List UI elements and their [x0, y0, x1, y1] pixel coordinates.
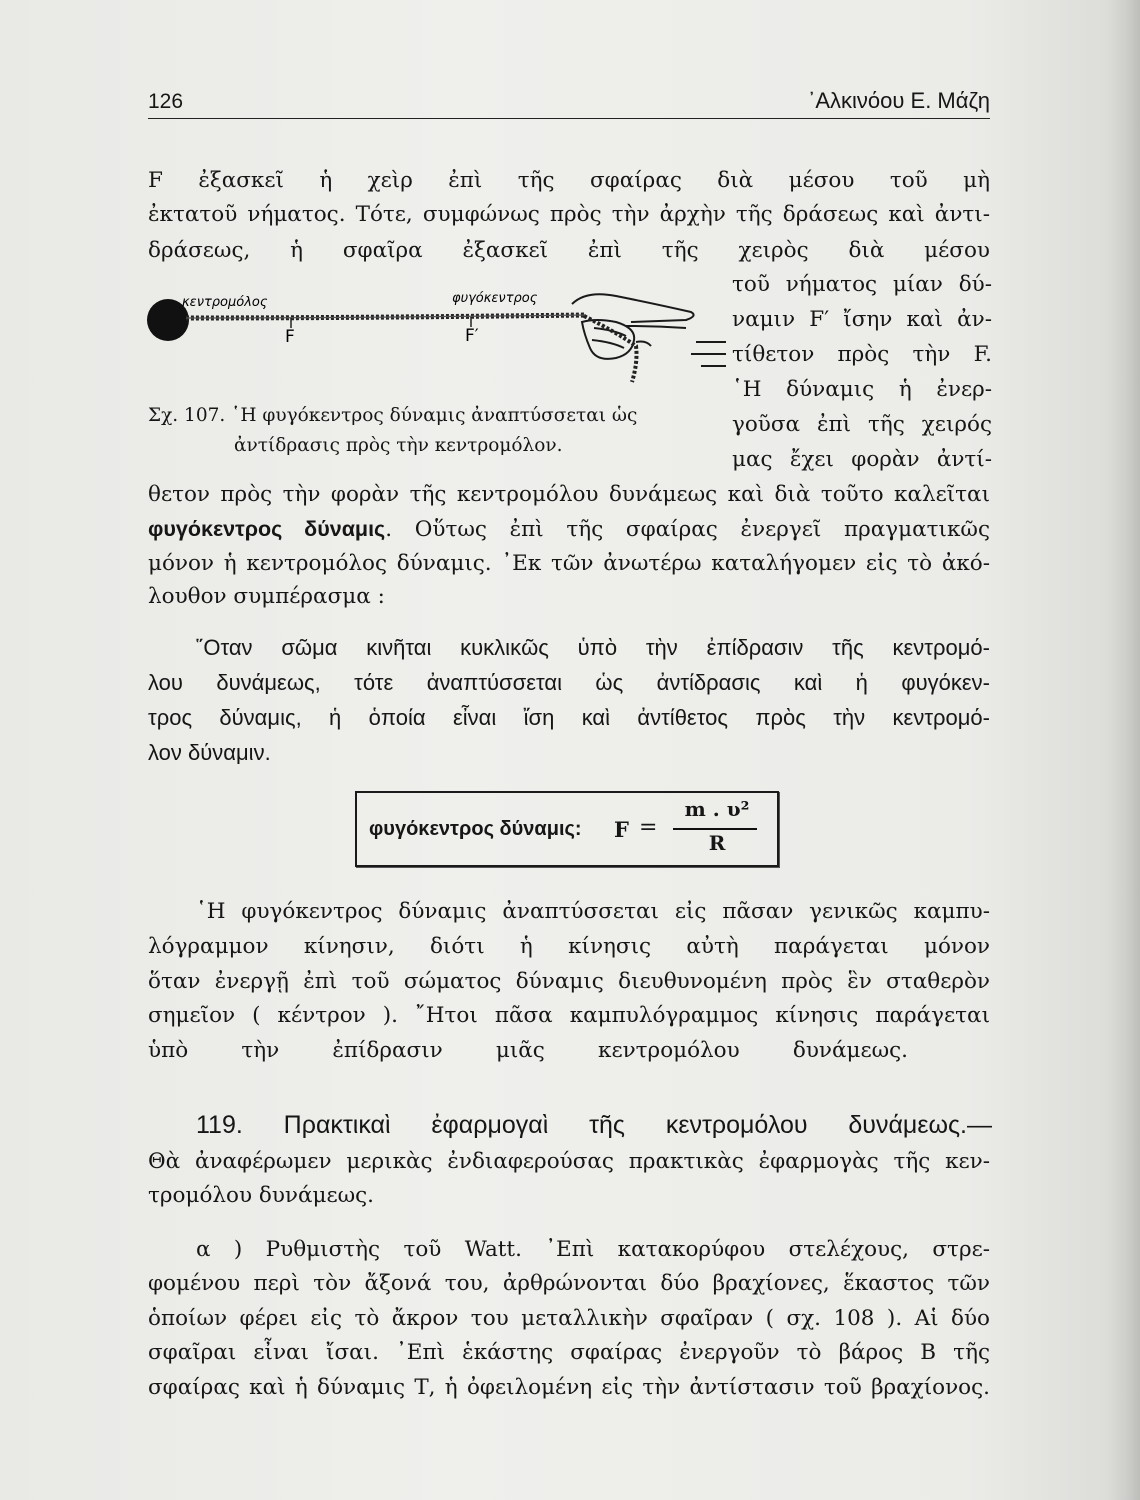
side-text-line: μας ἔχει φορὰν ἀντί-	[732, 447, 992, 472]
text-line: ἐκτατοῦ νήματος. Τότε, συμφώνως πρὸς τὴν ἀρχὴν τῆς δράσεως καὶ ἀντι-	[148, 202, 990, 227]
text-line: θετον πρὸς τὴν φορὰν τῆς κεντρομόλου δυνάμεως καὶ διὰ τοῦτο καλεῖται	[148, 482, 990, 507]
figure-caption: Σχ. 107. ῾Η φυγόκεντρος δύναμις ἀναπτύσσεται ὡς	[148, 405, 638, 426]
text-line: φομένου περὶ τὸν ἄξονά του, ἀρθρώνονται δύο βραχίονες, ἕκαστος τῶν	[148, 1271, 990, 1296]
page-header	[148, 84, 990, 124]
header-rule	[148, 118, 990, 119]
law-line: τρος δύναμις, ἡ ὁποία εἶναι ἴση καὶ ἀντίθετος πρὸς τὴν κεντρομό-	[148, 705, 990, 730]
side-text-line: τίθετον πρὸς τὴν F.	[732, 342, 992, 367]
label-F: F	[285, 327, 295, 347]
side-text-line: τοῦ νήματος μίαν δύ-	[732, 272, 992, 297]
side-text-line: γοῦσα ἐπὶ τῆς χειρός	[732, 412, 992, 437]
running-head: ᾿Αλκινόου Ε. Μάζη	[808, 88, 990, 113]
text-line: Θὰ ἀναφέρωμεν μερικὰς ἐνδιαφερούσας πρακτικὰς ἐφαρμογὰς τῆς κεν-	[148, 1149, 990, 1174]
label-centrifugal: φυγόκεντρος	[452, 291, 538, 306]
text-line: ῾Η φυγόκεντρος δύναμις ἀναπτύσσεται εἰς πᾶσαν γενικῶς καμπυ-	[196, 899, 990, 924]
label-centripetal: κεντρομόλος	[182, 295, 268, 310]
text-line: σφαίρας καὶ ἡ δύναμις Τ, ἡ ὀφειλομένη εἰς τὴν ἀντίστασιν τοῦ βραχίονος.	[148, 1375, 990, 1400]
hand-drawing	[572, 294, 726, 366]
text-line: μόνον ἡ κεντρομόλος δύναμις. ᾿Εκ τῶν ἀνωτέρω καταλήγομεν εἰς τὸ ἀκό-	[148, 551, 990, 576]
figure-107	[146, 282, 726, 394]
text-line: λουθον συμπέρασμα :	[148, 584, 385, 609]
text-line: ὁποίων φέρει εἰς τὸ ἄκρον του μεταλλικὴν σφαῖραν ( σχ. 108 ). Αἱ δύο	[148, 1306, 990, 1331]
law-line: ῞Οταν σῶμα κινῆται κυκλικῶς ὑπὸ τὴν ἐπίδρασιν τῆς κεντρομό-	[196, 635, 990, 660]
page-edge-shadow	[1106, 0, 1140, 1500]
text-line: δράσεως, ἡ σφαῖρα ἐξασκεῖ ἐπὶ τῆς χειρὸς διὰ μέσου	[148, 238, 990, 263]
fraction-bar	[673, 828, 757, 830]
sphere-hand-illustration	[146, 282, 726, 394]
term-bold: φυγόκεντρος δύναμις	[148, 517, 386, 541]
text-line: ὑπὸ τὴν ἐπίδρασιν μιᾶς κεντρομόλου δυνάμεως.	[148, 1038, 908, 1063]
page-number: 126	[148, 90, 184, 113]
text-line: F ἐξασκεῖ ἡ χεὶρ ἐπὶ τῆς σφαίρας διὰ μέσου τοῦ μὴ	[148, 168, 990, 193]
formula-label: φυγόκεντρος δύναμις:	[369, 818, 582, 840]
section-title: 119. Πρακτικαὶ ἐφαρμογαὶ τῆς κεντρομόλου δυνάμεως.—	[196, 1111, 992, 1139]
text-line: α ) Ρυθμιστὴς τοῦ Watt. ᾿Επὶ κατακορύφου στελέχους, στρε-	[196, 1237, 990, 1262]
label-F-prime: F′	[465, 326, 479, 346]
side-text-line: ναμιν F′ ἴσην καὶ ἀν-	[732, 307, 992, 332]
text-line: ὅταν ἐνεργῇ ἐπὶ τοῦ σώματος δύναμις διευθυνομένη πρὸς ἓν σταθερὸν	[148, 969, 990, 994]
side-text-line: ῾Η δύναμις ἡ ἐνερ-	[732, 377, 992, 402]
law-line: λου δυνάμεως, τότε ἀναπτύσσεται ὡς ἀντίδρασις καὶ ἡ φυγόκεν-	[148, 670, 990, 695]
text-line: σφαῖραι εἶναι ἴσαι. ᾿Επὶ ἑκάστης σφαίρας ἐνεργοῦν τὸ βάρος Β τῆς	[148, 1340, 990, 1365]
formula-denominator: R	[708, 831, 726, 855]
figure-caption-cont: ἀντίδρασις πρὸς τὴν κεντρομόλον.	[234, 435, 563, 456]
text-line: λόγραμμον κίνησιν, διότι ἡ κίνησις αὐτὴ παράγεται μόνον	[148, 934, 990, 959]
formula-lhs: F	[614, 817, 629, 842]
formula-equals: =	[639, 815, 658, 840]
law-line: λον δύναμιν.	[148, 740, 271, 765]
text-line: σημεῖον ( κέντρον ). ῎Ητοι πᾶσα καμπυλόγραμμος κίνησις παράγεται	[148, 1003, 990, 1028]
formula-box	[355, 791, 779, 867]
formula-numerator: m . υ²	[684, 797, 750, 821]
text-line: τρομόλου δυνάμεως.	[148, 1183, 374, 1208]
text-line: φυγόκεντρος δύναμις. Οὕτως ἐπὶ τῆς σφαίρας ἐνεργεῖ πραγματικῶς	[148, 517, 990, 542]
